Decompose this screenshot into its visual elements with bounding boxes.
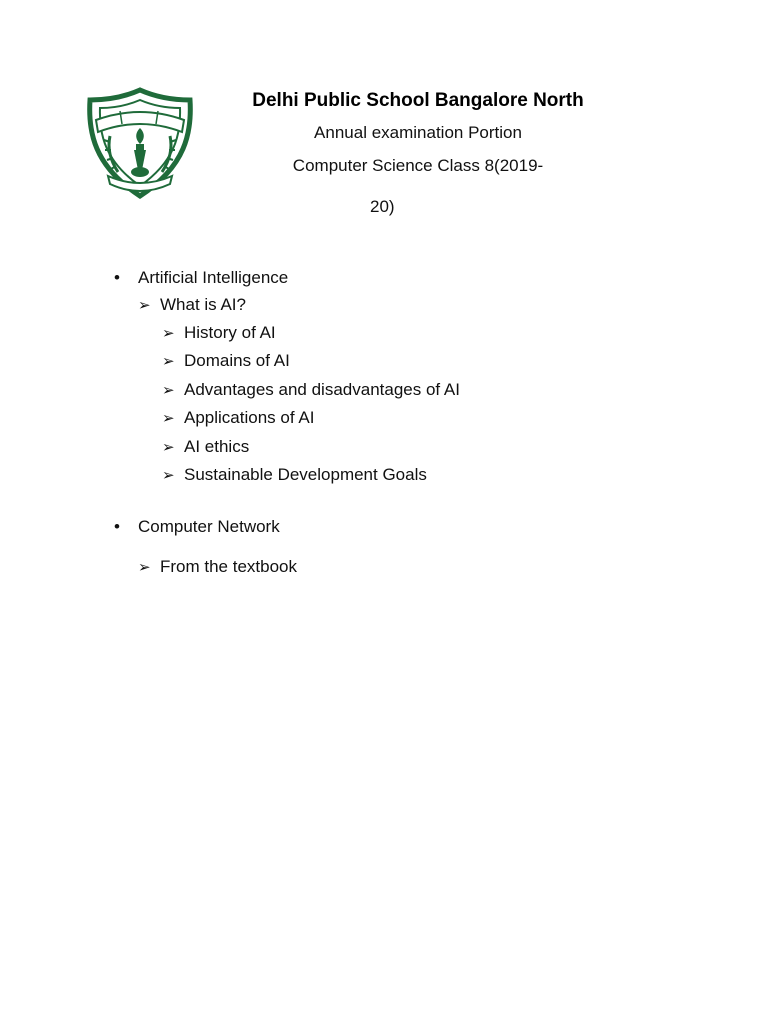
list-item-label: Applications of AI — [184, 408, 315, 427]
arrow-bullet-icon: ➢ — [162, 324, 175, 342]
course-title: Computer Science Class 8(2019- — [292, 156, 544, 175]
subtopic-what-is-ai — [138, 294, 246, 316]
subtopic-label: From the textbook — [160, 557, 298, 576]
arrow-bullet-icon: ➢ — [162, 466, 175, 484]
topic-computer-network — [114, 516, 280, 538]
list-item — [162, 464, 427, 486]
arrow-bullet-icon: ➢ — [138, 558, 151, 576]
list-item-label: History of AI — [184, 323, 276, 342]
list-item — [162, 322, 276, 344]
school-logo — [84, 86, 196, 200]
list-item-label: Sustainable Development Goals — [184, 465, 427, 484]
topic-title: Artificial Intelligence — [138, 268, 289, 287]
list-item — [162, 379, 460, 401]
document-header — [228, 88, 608, 177]
topic-title: Computer Network — [138, 517, 280, 536]
subtopic-from-textbook — [138, 556, 297, 578]
list-item-label: Advantages and disadvantages of AI — [184, 380, 460, 399]
subtopic-label: What is AI? — [160, 295, 246, 314]
list-item — [162, 407, 314, 429]
arrow-bullet-icon: ➢ — [162, 352, 175, 370]
arrow-bullet-icon: ➢ — [138, 296, 151, 314]
arrow-bullet-icon: ➢ — [162, 409, 175, 427]
list-item — [162, 436, 249, 458]
course-title-year: 20) — [370, 197, 395, 216]
bullet-icon: • — [114, 268, 120, 287]
topic-artificial-intelligence — [114, 267, 288, 289]
list-item-label: Domains of AI — [184, 351, 290, 370]
arrow-bullet-icon: ➢ — [162, 381, 175, 399]
school-name: Delhi Public School Bangalore North — [252, 90, 584, 111]
dps-crest-icon — [84, 86, 196, 200]
list-item-label: AI ethics — [184, 437, 250, 456]
bullet-icon: • — [114, 517, 120, 536]
list-item — [162, 350, 290, 372]
exam-subtitle: Annual examination Portion — [314, 123, 522, 142]
arrow-bullet-icon: ➢ — [162, 438, 175, 456]
